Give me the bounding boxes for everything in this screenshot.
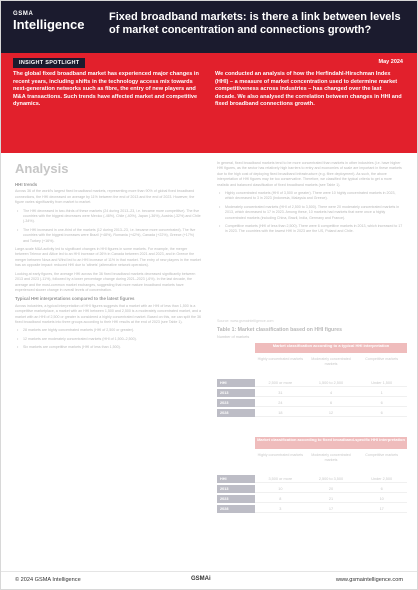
row-year: 2028	[217, 505, 255, 513]
row-year: HHI	[217, 475, 255, 483]
left-column	[15, 179, 201, 354]
section-title: Analysis	[15, 161, 69, 176]
row-year: HHI	[217, 379, 255, 387]
table-row	[217, 495, 407, 503]
table-cell: Under 2,500	[356, 475, 407, 483]
classification-table-typical	[217, 343, 407, 433]
table-cell: 18	[255, 409, 306, 417]
gsma-intelligence-logo	[13, 11, 85, 32]
row-year: 2013	[217, 389, 255, 397]
table-cell: 24	[255, 399, 306, 407]
bullet-item: • Highly concentrated markets (HHI of 3,500 or greater). There were 10 highly concentrated markets in 2023, which decreased to 3 in 2023 (Indonesia, Malaysia and Greece).	[217, 191, 403, 202]
column-header: Highly concentrated markets	[257, 453, 304, 457]
footer	[1, 571, 417, 589]
column-header: Competitive markets	[365, 453, 399, 457]
insight-spotlight-badge: INSIGHT SPOTLIGHT	[13, 58, 85, 68]
table-cell: 2,500 to 3,500	[306, 475, 357, 483]
logo-gsma: GSMA	[13, 11, 34, 17]
table-cell: 10	[255, 485, 306, 493]
intro-text-left: The global fixed broadband market has experienced major changes in recent years, including shifts in the technology access mix towards next-generation networks such as fibre, the entry of new players and M&A transactions. Such trends have affected market and competitive dynamics.	[13, 71, 199, 108]
table-row	[217, 399, 407, 407]
table-cell: 6	[306, 399, 357, 407]
table-cell: 21	[306, 495, 357, 503]
table-row	[217, 409, 407, 417]
table-cell: 12	[306, 409, 357, 417]
bullet-item: • Six markets are competitive markets (HHI of less than 1,500).	[15, 345, 201, 350]
intro-text-right: We conducted an analysis of how the Herfindahl-Hirschman Index (HHI) – a measure of market concentration used to determine market competitiveness across industries – has changed over the last decade. We also analysed the correlation between changes in HHI and fixed broadband connections growth.	[215, 71, 402, 108]
row-year: 2023	[217, 495, 255, 503]
table-row-criteria	[217, 475, 407, 483]
table-band-header: Market classification according to fixed broadband-specific HHI interpretation	[255, 437, 407, 449]
table-band-header: Market classification according to a typical HHI interpretation	[255, 343, 407, 353]
row-year: 2028	[217, 409, 255, 417]
table-cell: 6	[356, 485, 407, 493]
right-column	[217, 161, 403, 238]
document-title: Fixed broadband markets: is there a link between levels of market concentration and connections growth?	[109, 11, 401, 36]
bullet-item: • 12 markets are moderately concentrated markets (HHI of 1,500–2,500).	[15, 337, 201, 342]
paragraph: Across 36 of the world's largest fixed broadband markets, representing more than 90% of global fixed broadband connections, the HHI decreased on average by 11% between the end of 2013 and the end of 2023. However, the figure varies significantly from market to market.	[15, 189, 195, 205]
column-header: Moderately concentrated markets	[311, 453, 351, 462]
table-cell: 2,500 or more	[255, 379, 306, 387]
table-cell: 1	[356, 389, 407, 397]
paragraph: Large-scale M&A activity led to significant changes in HHI figures in some markets. For example, the merger between Telenor and Altice led to an HHI increase of 26% in Canada between 2021 and 2023, and in Greece the merger between Nova and Wind led to an HHI increase of 11% in that market. The entry of new players in the market has an opposite impact: reduced HHI due to 'altnets' (alternative network operators).	[15, 247, 201, 268]
table-cell: 20	[306, 485, 357, 493]
footer-url-link[interactable]: www.gsmaintelligence.com	[335, 577, 403, 583]
table-subtitle: Number of markets	[217, 335, 250, 339]
table-title: Table 1: Market classification based on HHI figures	[217, 327, 343, 333]
subhead-hhi-trends: HHI trends	[15, 182, 38, 187]
bullet-item: • 28 markets are highly concentrated markets (HHI of 2,500 or greater).	[15, 328, 201, 333]
table-cell: 17	[306, 505, 357, 513]
table-cell: 6	[356, 399, 407, 407]
table-row	[217, 485, 407, 493]
table-cell: 3	[255, 505, 306, 513]
column-header: Competitive markets	[365, 357, 399, 361]
table-cell: 31	[255, 389, 306, 397]
column-header: Highly concentrated markets	[257, 357, 304, 361]
table-cell: 10	[356, 495, 407, 503]
paragraph: In general, fixed broadband markets tend to be more concentrated than markets in other industries (i.e. have higher HHI figures, as the sector has relatively high barriers to entry and economies of scale are important in these markets due to the high cost of deploying fixed broadband infrastructure (e.g. fibre deployment). As such, the above interpretation of HHI figures may be too conservative. Therefore, we classified the typical criteria to get a more realistic and balanced classification of fixed broadband markets (see Table 1).	[217, 161, 402, 187]
bullet-item: • The HHI increased in one-third of the markets (12 during 2013–23, i.e. became more concentrated). The five countries with the biggest increases were Brazil (+48%), Romania (+42%), Canada (+22%), Greece (+17%) and Turkey (+16%).	[15, 228, 201, 244]
column-header: Moderately concentrated markets	[311, 357, 351, 366]
row-year: 2013	[217, 485, 255, 493]
bullet-item: • Moderately concentrated markets (HHI of 2,500 to 3,500). There were 20 moderately concentrated markets in 2013, which decreased to 17 in 2023. Among these, 10 markets had markets that were once a highly concentrated markets (including China, Brazil, India, Germany and France).	[217, 205, 403, 221]
source-note: Source: www.gsmaintelligence.com	[217, 319, 274, 323]
table-cell: Under 1,500	[356, 379, 407, 387]
table-column-headers	[255, 453, 407, 462]
table-cell: 17	[356, 505, 407, 513]
header-bar	[1, 1, 417, 53]
footer-brand-logo: GSMAi	[191, 576, 211, 582]
table-cell: 1,500 to 2,500	[306, 379, 357, 387]
table-row-criteria	[217, 379, 407, 387]
table-row	[217, 389, 407, 397]
bullet-item: • Competitive markets (HHI of less than 2,500). There were 6 competitive markets in 2013, which increased to 17 in 2023. The countries with the lowest HHI in 2023 are the US, Poland and Chile.	[217, 224, 403, 235]
publication-date: May 2024	[378, 59, 403, 65]
classification-table-fixed-broadband	[217, 437, 407, 547]
row-year: 2023	[217, 399, 255, 407]
table-cell: 3,500 or more	[255, 475, 306, 483]
table-row	[217, 505, 407, 513]
table-cell: 4	[306, 389, 357, 397]
subhead-interpretations: Typical HHI interpretations compared to the latest figures	[15, 296, 135, 302]
bullet-item: • The HHI decreased in two-thirds of these markets (24 during 2013–23, i.e. became more competitive). The five countries with the biggest decreases were Mexico (-46%), Chile (-40%), Japan (-36%), Austria (-32%) and Chile (-34%).	[15, 209, 201, 225]
table-cell: 6	[356, 409, 407, 417]
paragraph: Across industries, a typical interpretation of HHI figures suggests that a market with an HHI of less than 1,500 is a competitive marketplace, a market with an HHI between 1,500 and 2,500 is a moderately concentrated market, and a market with an HHI of 2,500 or greater is considered a highly concentrated market. Based on this, we can split the 36 fixed broadband markets into three groups according to their HHI results at the end of 2023 (see Table 1).	[15, 303, 201, 324]
paragraph: Looking at early figures, the average HHI across the 36 fixed broadband markets decreased significantly between 2013 and 2023 (-11%), followed by a lower percentage change during 2021–2023 (-6%). In the last decade, the average and the most-common market exchanges, suggesting that more mature broadband markets have experienced slower change in overall levels of concentration.	[15, 271, 196, 292]
logo-intelligence: Intelligence	[13, 17, 85, 32]
footer-copyright: © 2024 GSMA Intelligence	[15, 577, 81, 583]
table-cell: 8	[255, 495, 306, 503]
table-column-headers	[255, 357, 407, 366]
